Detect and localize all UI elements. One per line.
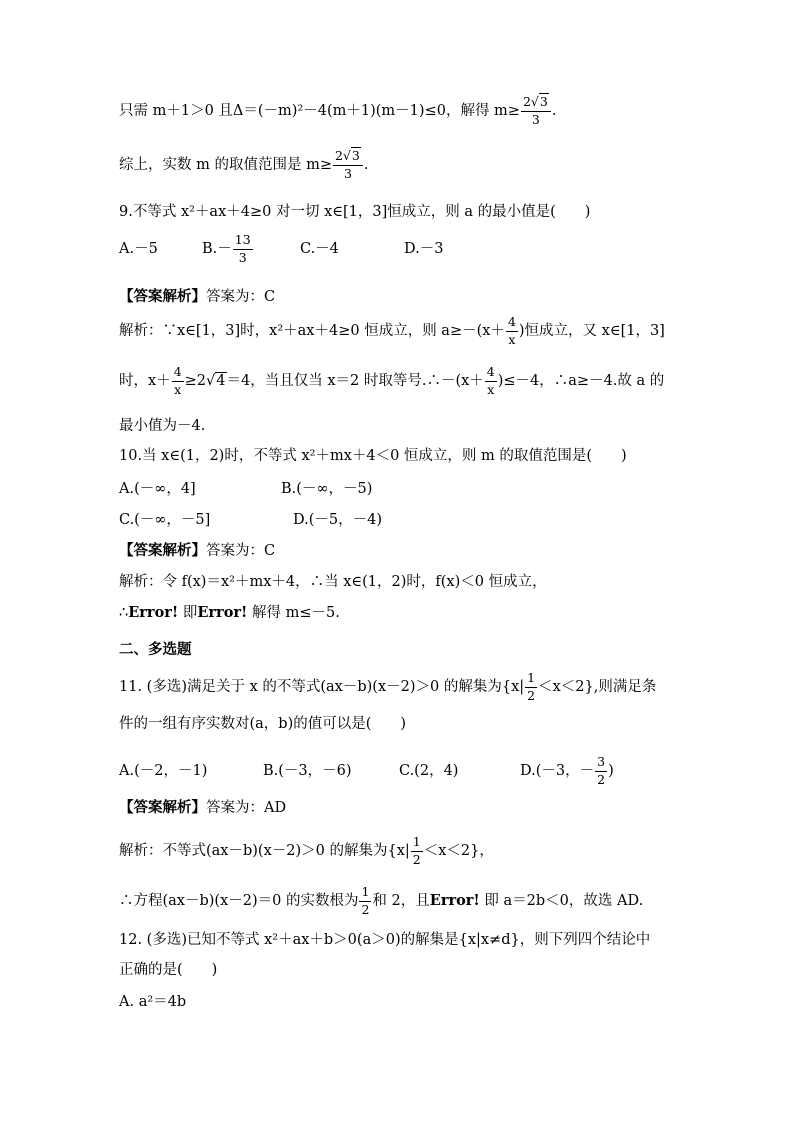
fraction-1-over-2 [411, 836, 423, 866]
fraction-13-over-3 [233, 234, 253, 264]
question-12-option-a: A. a²＝4b [119, 994, 187, 1010]
denominator: x [174, 381, 182, 397]
text: ＜x＜2}， [423, 843, 494, 859]
question-11-stem-line-2: 件的一组有序实数对(a，b)的值可以是( ) [119, 716, 407, 732]
text: ≥2 [184, 373, 207, 389]
option-a: A.(－∞，4] [119, 481, 196, 497]
option-a: A.－5 [119, 241, 158, 257]
text: 即 [178, 605, 198, 621]
fraction-1-over-2 [525, 672, 537, 702]
option-d: D.(－5，－4) [293, 512, 382, 528]
numerator: 4 [485, 366, 497, 382]
answer-tag: 【答案解析】 [119, 799, 206, 816]
answer-text: 答案为：AD [206, 800, 287, 816]
fraction-3-over-2 [595, 756, 607, 786]
denominator: x [487, 381, 495, 397]
question-9-options [119, 234, 443, 264]
solution-line-m-condition [119, 96, 556, 126]
numerator: 1 [359, 886, 371, 902]
denominator: x [508, 331, 516, 347]
text: B.－ [202, 241, 232, 257]
fraction-4-over-x [172, 366, 184, 396]
solution-line-conclusion [119, 150, 368, 180]
question-10-options-row-1 [119, 477, 372, 498]
question-11-stem-line-1 [119, 672, 656, 702]
error-placeholder: Error! [128, 604, 179, 621]
text: . [363, 157, 369, 173]
text: 综上，实数 m 的取值范围是 m≥ [119, 157, 332, 173]
option-c: C.(－∞，－5] [119, 512, 211, 528]
text: 解得 m≤－5. [247, 605, 340, 621]
denominator: 3 [531, 111, 540, 127]
text: 解析：不等式(ax－b)(x－2)＞0 的解集为{x| [119, 843, 410, 859]
text: 11. (多选)满足关于 x 的不等式(ax－b)(x－2)＞0 的解集为{x| [119, 679, 525, 695]
denominator: 3 [343, 165, 352, 181]
denominator: 2 [412, 851, 421, 867]
section-heading-multiple-choice: 二、多选题 [119, 641, 192, 658]
option-d: D.－3 [404, 241, 444, 257]
text: 只需 m＋1＞0 且Δ＝(－m)²－4(m＋1)(m－1)≤0，解得 m≥ [119, 103, 520, 119]
text: 解析：∵x∈[1，3]时，x²＋ax＋4≥0 恒成立，则 a≥－(x＋ [119, 323, 505, 339]
answer-text: 答案为：C [206, 289, 276, 305]
numerator: 1 [411, 836, 423, 852]
question-11-options [119, 756, 614, 786]
text: ＝4，当且仅当 x＝2 时取等号.∴－(x＋ [226, 373, 484, 389]
numerator: 4 [506, 316, 518, 332]
answer-tag: 【答案解析】 [119, 542, 206, 559]
text: )≤－4，∴a≥－4.故 a 的 [497, 373, 665, 389]
fraction-2sqrt3-over-3 [521, 96, 551, 126]
denominator: 2 [361, 901, 370, 917]
text: 和 2，且 [372, 893, 430, 909]
question-10-stem: 10.当 x∈(1，2)时，不等式 x²＋mx＋4＜0 恒成立，则 m 的取值范围是( ) [119, 448, 627, 464]
text: . [551, 103, 557, 119]
sqrt-icon: √4 [206, 373, 226, 389]
option-d [520, 756, 614, 786]
error-placeholder: Error! [197, 604, 248, 621]
numerator: 1 [525, 672, 537, 688]
text: ＜x＜2},则满足条 [538, 679, 657, 695]
sqrt-icon: √3 [530, 94, 548, 109]
fraction-2sqrt3-over-3 [333, 150, 363, 180]
text: ∴ [119, 605, 129, 621]
text: ) [608, 763, 614, 779]
question-12-stem-line-2: 正确的是( ) [119, 962, 218, 978]
numerator: 3 [595, 756, 607, 772]
question-9-answer [119, 285, 275, 306]
text: 即 a＝2b＜0，故选 AD. [479, 893, 644, 909]
option-a: A.(－2，－1) [119, 763, 208, 779]
question-11-solution-line-2 [119, 886, 643, 916]
answer-tag: 【答案解析】 [119, 288, 206, 305]
option-b [202, 234, 300, 264]
text: )恒成立，又 x∈[1，3] [518, 323, 665, 339]
answer-text: 答案为：C [206, 543, 276, 559]
radicand: 3 [539, 94, 548, 109]
radicand: 3 [351, 148, 360, 163]
text: ∴方程(ax－b)(x－2)＝0 的实数根为 [119, 893, 359, 909]
question-10-solution-line-2 [119, 601, 340, 622]
numerator-coef: 2 [522, 94, 531, 109]
option-c: C.－4 [300, 241, 339, 257]
radicand: 4 [216, 373, 226, 389]
denominator: 2 [597, 771, 606, 787]
question-9-stem: 9.不等式 x²＋ax＋4≥0 对一切 x∈[1，3]恒成立，则 a 的最小值是( ) [119, 204, 591, 220]
fraction-4-over-x [485, 366, 497, 396]
option-b: B.(－3，－6) [263, 763, 352, 779]
fraction-4-over-x [506, 316, 518, 346]
question-9-solution-line-2 [119, 366, 664, 396]
sqrt-icon: √3 [342, 148, 360, 163]
numerator: 13 [233, 234, 253, 250]
numerator: 4 [172, 366, 184, 382]
denominator: 3 [238, 249, 247, 265]
question-10-options-row-2 [119, 508, 382, 529]
error-placeholder: Error! [429, 892, 480, 909]
question-10-answer [119, 539, 275, 560]
question-11-answer [119, 796, 286, 817]
question-12-stem-line-1: 12. (多选)已知不等式 x²＋ax＋b＞0(a＞0)的解集是{x|x≠d}，则下列四个结论中 [119, 932, 651, 948]
question-10-solution-line-1: 解析：令 f(x)＝x²＋mx＋4，∴当 x∈(1，2)时，f(x)＜0 恒成立， [119, 574, 547, 590]
question-9-solution-line-1 [119, 316, 665, 346]
fraction-1-over-2 [359, 886, 371, 916]
text: 时，x＋ [119, 373, 171, 389]
option-b: B.(－∞，－5) [281, 481, 373, 497]
denominator: 2 [527, 687, 536, 703]
numerator-coef: 2 [334, 148, 343, 163]
option-c: C.(2，4) [399, 763, 459, 779]
question-9-solution-line-3: 最小值为－4. [119, 418, 206, 434]
text: D.(－3，－ [520, 763, 595, 779]
question-11-solution-line-1 [119, 836, 494, 866]
